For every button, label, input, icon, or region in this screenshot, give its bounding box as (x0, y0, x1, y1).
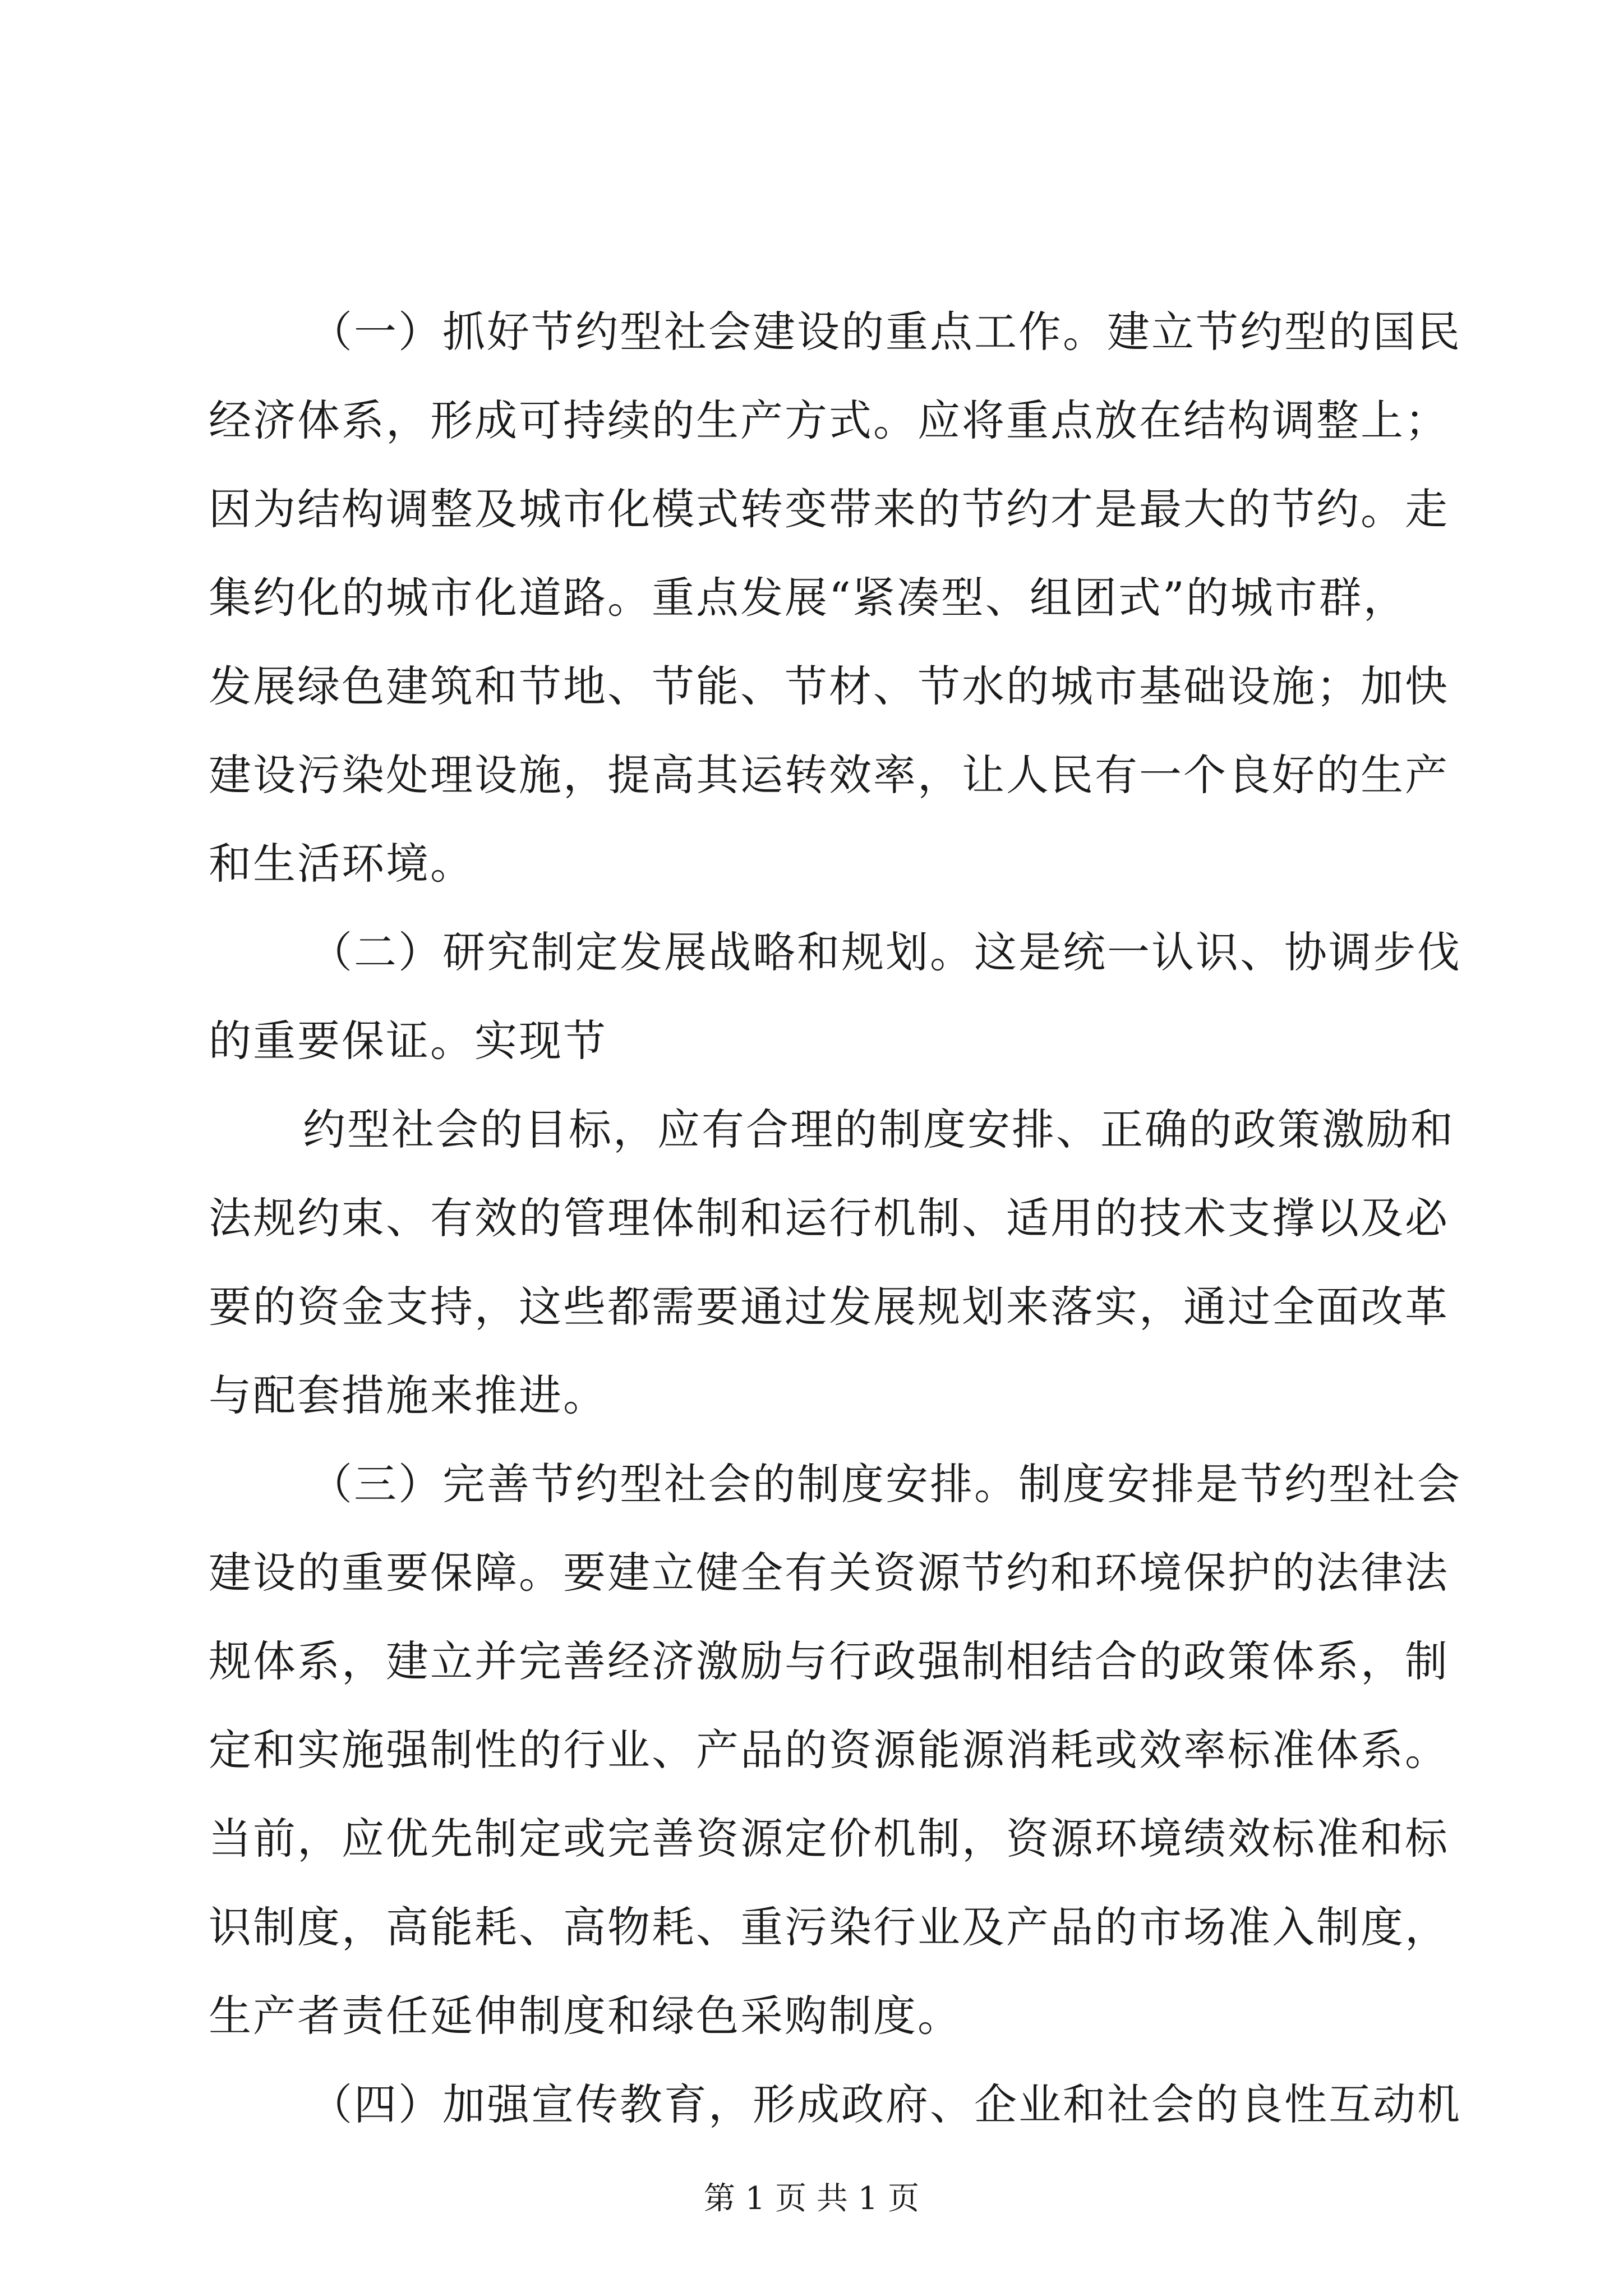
text-line-1: （一）抓好节约型社会建设的重点工作。建立节约型的国民 (310, 307, 1461, 357)
text-line-17: 定和实施强制性的行业、产品的资源能源消耗或效率标准体系。 (209, 1725, 1449, 1775)
text-line-6: 建设污染处理设施，提高其运转效率，让人民有一个良好的生产 (209, 750, 1449, 800)
text-line-14: （三）完善节约型社会的制度安排。制度安排是节约型社会 (310, 1459, 1461, 1509)
text-line-4: 集约化的城市化道路。重点发展“紧凑型、组团式”的城市群， (209, 573, 1408, 623)
text-line-11: 法规约束、有效的管理体制和运行机制、适用的技术支撑以及必 (209, 1193, 1449, 1243)
text-line-5: 发展绿色建筑和节地、节能、节材、节水的城市基础设施；加快 (209, 661, 1449, 711)
text-line-10: 约型社会的目标，应有合理的制度安排、正确的政策激励和 (303, 1105, 1455, 1154)
text-line-20: 生产者责任延伸制度和绿色采购制度。 (209, 1991, 962, 2041)
page-footer: 第 1 页 共 1 页 (703, 2180, 920, 2217)
text-line-15: 建设的重要保障。要建立健全有关资源节约和环境保护的法律法 (209, 1548, 1449, 1598)
text-line-8: （二）研究制定发展战略和规划。这是统一认识、协调步伐 (310, 927, 1461, 977)
text-line-16: 规体系，建立并完善经济激励与行政强制相结合的政策体系，制 (209, 1636, 1449, 1686)
text-line-12: 要的资金支持，这些都需要通过发展规划来落实，通过全面改革 (209, 1282, 1449, 1332)
text-line-13: 与配套措施来推进。 (209, 1370, 607, 1420)
text-line-21: （四）加强宣传教育，形成政府、企业和社会的良性互动机 (310, 2079, 1461, 2129)
text-line-2: 经济体系，形成可持续的生产方式。应将重点放在结构调整上； (209, 395, 1449, 445)
text-line-19: 识制度，高能耗、高物耗、重污染行业及产品的市场准入制度， (209, 1902, 1449, 1952)
text-line-9: 的重要保证。实现节 (209, 1016, 607, 1066)
text-line-3: 因为结构调整及城市化模式转变带来的节约才是最大的节约。走 (209, 484, 1449, 534)
text-line-18: 当前，应优先制定或完善资源定价机制，资源环境绩效标准和标 (209, 1814, 1449, 1864)
text-line-7: 和生活环境。 (209, 839, 474, 889)
